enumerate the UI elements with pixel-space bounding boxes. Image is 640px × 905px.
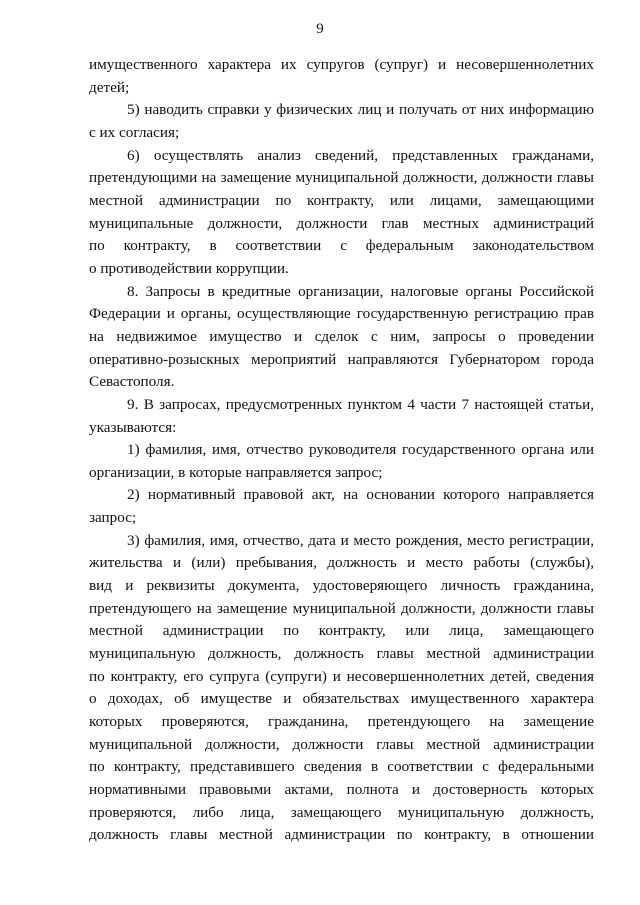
text-line: о противодействии коррупции. — [89, 259, 289, 277]
text-line: местной администрации по контракту, или лицами, замещающими — [89, 191, 594, 209]
text-line: должность главы местной администрации по контракту, в отношении — [89, 826, 594, 844]
text-line: жительства и (или) пребывания, должность и место работы (службы), — [89, 554, 594, 572]
text-line: на недвижимое имущество и сделок с ним, запросы о проведении — [89, 327, 594, 345]
text-line: проверяются, либо лица, замещающего муниципальную должность, — [89, 803, 594, 821]
text-line: 5) наводить справки у физических лиц и получать от них информацию — [127, 101, 594, 119]
page-number: 9 — [316, 21, 324, 37]
text-line: муниципальной должности, должности главы местной администрации — [89, 735, 594, 753]
text-line: оперативно-розыскных мероприятий направляются Губернатором города — [89, 350, 594, 368]
text-line: которых проверяются, гражданина, претендующего на замещение — [89, 713, 594, 731]
text-line: претендующего на замещение муниципальной должности, должности главы — [89, 599, 594, 617]
text-line: указываются: — [89, 418, 177, 436]
text-line: о доходах, об имуществе и обязательствах имущественного характера — [89, 690, 594, 708]
text-line: детей; — [89, 78, 130, 96]
text-line: 9. В запросах, предусмотренных пунктом 4 части 7 настоящей статьи, — [127, 395, 594, 413]
body-text — [89, 54, 594, 847]
text-line: 6) осуществлять анализ сведений, представленных гражданами, — [127, 146, 594, 164]
text-line: по контракту, представившего сведения в соответствии с федеральными — [89, 758, 594, 776]
text-line: вид и реквизиты документа, удостоверяющего личность гражданина, — [89, 577, 594, 595]
text-line: имущественного характера их супругов (супруг) и несовершеннолетних — [89, 56, 594, 73]
text-line: организации, в которые направляется запрос; — [89, 463, 383, 481]
text-line: Севастополя. — [89, 373, 175, 391]
text-line: с их согласия; — [89, 123, 180, 141]
text-line: нормативными правовыми актами, полнота и достоверность которых — [89, 781, 594, 798]
text-line: 3) фамилия, имя, отчество, дата и место рождения, место регистрации, — [127, 531, 594, 549]
text-line: запрос; — [89, 509, 137, 527]
text-line: 2) нормативный правовой акт, на основании которого направляется — [127, 486, 594, 504]
text-line: претендующими на замещение муниципальной должности, должности главы — [89, 169, 594, 187]
text-line: Федерации и органы, осуществляющие государственную регистрацию прав — [89, 305, 594, 323]
text-line: муниципальную должность, должность главы местной администрации — [89, 645, 594, 663]
text-line: 8. Запросы в кредитные организации, налоговые органы Российской — [127, 282, 594, 300]
text-line: по контракту, его супруга (супруги) и несовершеннолетних детей, сведения — [89, 667, 594, 685]
text-line: муниципальные должности, должности глав местных администраций — [89, 214, 594, 232]
text-line: по контракту, в соответствии с федеральным законодательством — [89, 237, 594, 255]
text-line: местной администрации по контракту, или лица, замещающего — [89, 622, 594, 640]
text-line: 1) фамилия, имя, отчество руководителя государственного органа или — [127, 441, 594, 459]
